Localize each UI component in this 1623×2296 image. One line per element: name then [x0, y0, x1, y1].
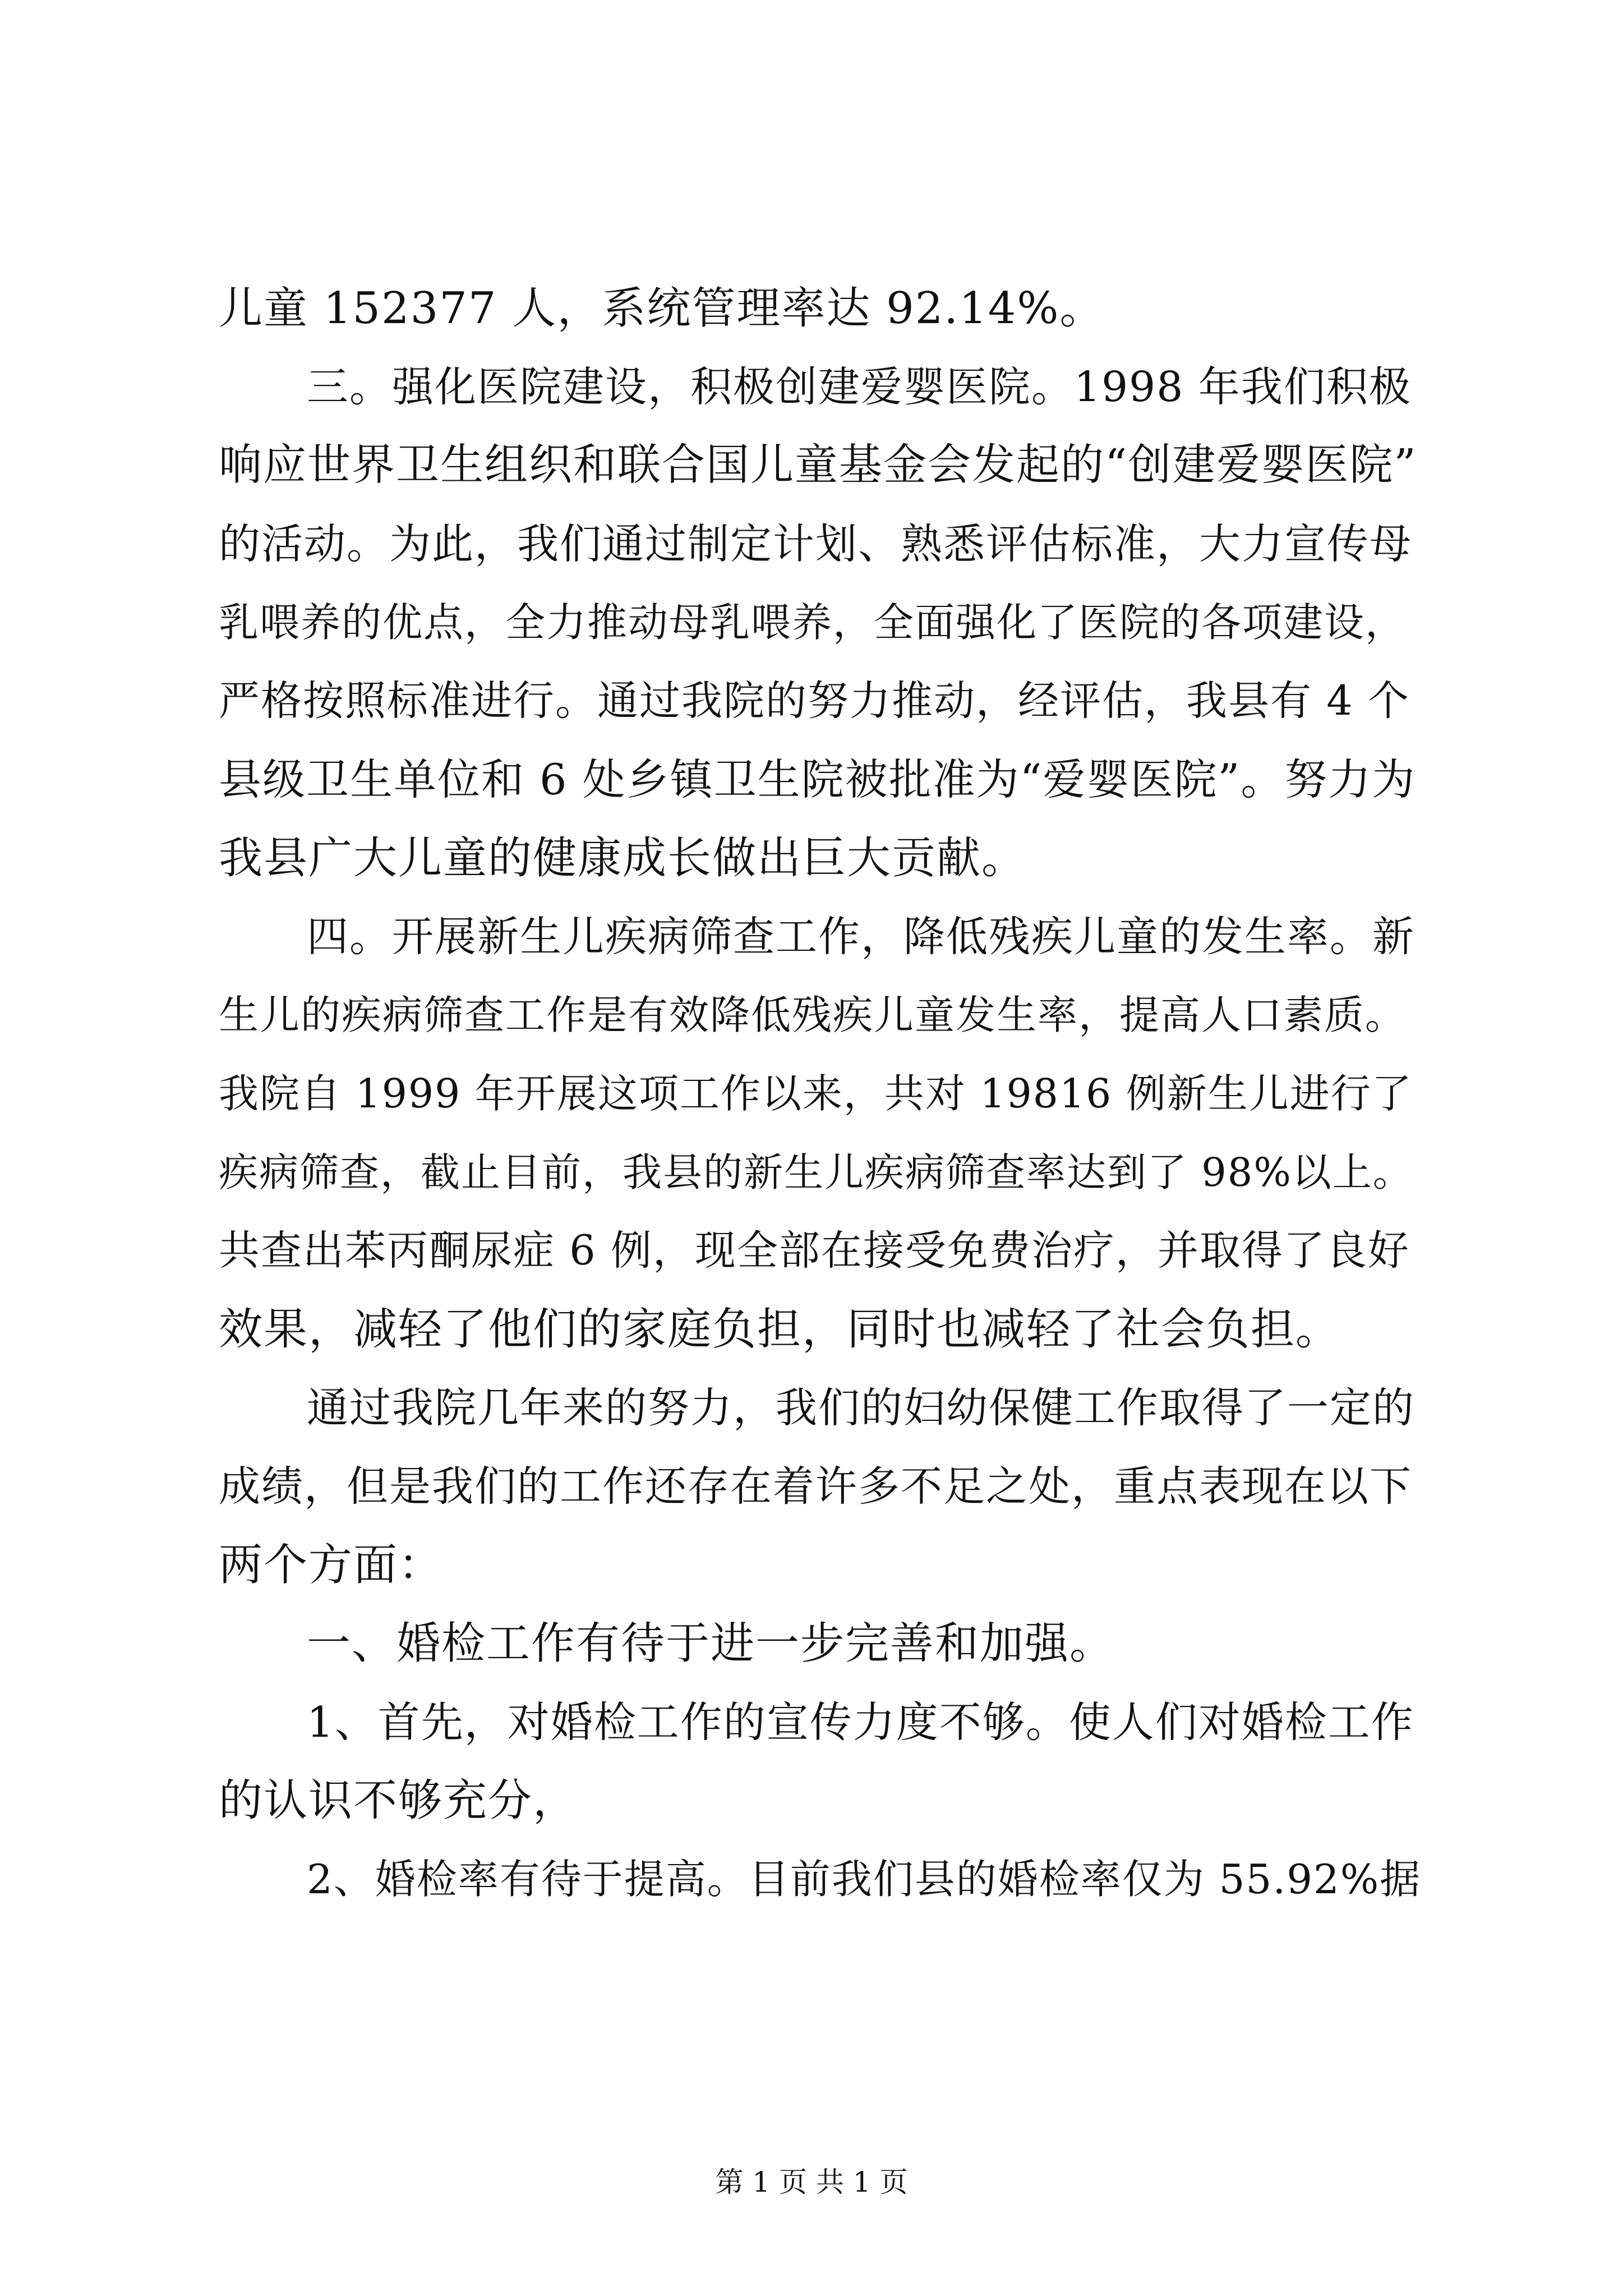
body-line: 四。开展新生儿疾病筛查工作，降低残疾儿童的发生率。新: [307, 913, 1415, 961]
body-line: 生儿的疾病筛查工作是有效降低残疾儿童发生率，提高人口素质。: [219, 992, 1407, 1038]
body-line: 成绩，但是我们的工作还存在着许多不足之处，重点表现在以下: [219, 1462, 1412, 1511]
body-line: 1、首先，对婚检工作的宣传力度不够。使人们对婚检工作: [307, 1697, 1414, 1747]
body-line: 疾病筛查，截止目前，我县的新生儿疾病筛查率达到了 98%以上。: [219, 1149, 1413, 1195]
body-line: 的认识不够充分，: [219, 1775, 578, 1826]
body-line: 效果，减轻了他们的家庭负担，同时也减轻了社会负担。: [219, 1304, 1341, 1355]
body-line: 的活动。为此，我们通过制定计划、熟悉评估标准，大力宣传母: [219, 520, 1412, 568]
page-footer: 第 1 页 共 1 页: [715, 2166, 908, 2198]
body-line: 我县广大儿童的健康成长做出巨大贡献。: [219, 833, 1027, 884]
body-line: 共查出苯丙酮尿症 6 例，现全部在接受免费治疗，并取得了良好: [219, 1227, 1410, 1274]
document-body: [219, 269, 1422, 1918]
body-line: 乳喂养的优点，全力推动母乳喂养，全面强化了医院的各项建设，: [219, 599, 1407, 646]
body-line: 三。强化医院建设，积极创建爱婴医院。1998 年我们积极: [307, 363, 1412, 411]
body-line: 两个方面：: [219, 1540, 444, 1590]
body-line: 一、婚检工作有待于进一步完善和加强。: [307, 1618, 1115, 1669]
body-line: 响应世界卫生组织和联合国儿童基金会发起的“创建爱婴医院”: [219, 440, 1417, 490]
body-line: 县级卫生单位和 6 处乡镇卫生院被批准为“爱婴医院”。努力为: [219, 754, 1416, 804]
body-line: 严格按照标准进行。通过我院的努力推动，经评估，我县有 4 个: [219, 677, 1410, 725]
body-line: 2、婚检率有待于提高。目前我们县的婚检率仅为 55.92%据: [307, 1856, 1422, 1903]
body-line: 我院自 1999 年开展这项工作以来，共对 19816 例新生儿进行了: [219, 1070, 1413, 1117]
body-line: 儿童 152377 人，系统管理率达 92.14%。: [219, 283, 1105, 334]
body-line: 通过我院几年来的努力，我们的妇幼保健工作取得了一定的: [307, 1384, 1415, 1432]
